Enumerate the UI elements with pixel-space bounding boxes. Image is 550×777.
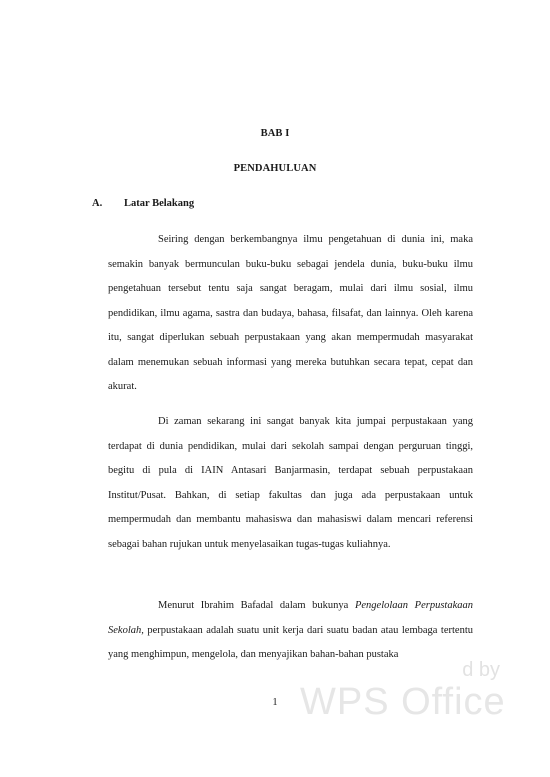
- section-heading: [92, 198, 194, 209]
- chapter-heading: BAB I: [260, 128, 290, 139]
- paragraph-2-text: Di zaman sekarang ini sangat banyak kita jumpai perpustakaan yang terdapat di dunia pendidikan, mulai dari sekolah sampai dengan perguruan tinggi, begitu di pula di IAIN Antasari Banjarmasin, terdapat sebuah perpustakaan Institut/Pusat. Bahkan, di setiap fakultas dan juga ada perpustakaan untuk mempermudah dan membantu mahasiswa dan mahasiswi dalam mencari referensi sebagai bahan rujukan untuk menyelasaikan tugas-tugas kuliahnya.: [108, 416, 473, 550]
- paragraph-3-text-end: perpustakaan adalah suatu unit kerja dari suatu badan atau lembaga tertentu yang menghimpun, mengelola, dan menyajikan bahan-bahan pustaka: [108, 624, 473, 660]
- paragraph-2: [108, 410, 473, 557]
- watermark-logo: WPS Office: [300, 681, 506, 723]
- watermark-line-1: d by: [462, 659, 500, 681]
- section-label: Latar Belakang: [124, 198, 195, 209]
- paragraph-1: [108, 228, 473, 400]
- book-title: Pengelolaan Perpustakaan Sekolah,: [108, 600, 473, 636]
- page-number: 1: [272, 697, 278, 708]
- paragraph-3-text-start: Menurut Ibrahim Bafadal dalam bukunya: [158, 600, 355, 611]
- chapter-title: PENDAHULUAN: [233, 163, 317, 174]
- section-number: A.: [92, 198, 103, 209]
- paragraph-3: [108, 594, 473, 668]
- paragraph-1-text: Seiring dengan berkembangnya ilmu pengetahuan di dunia ini, maka semakin banyak bermunculan buku-buku sebagai jendela dunia, buku-buku ilmu pengetahuan tersebut tentu saja sangat beragam, mulai dari ilmu sosial, ilmu pendidikan, ilmu agama, sastra dan budaya, bahasa, filsafat, dan lainnya. Oleh karena itu, sangat diperlukan sebuah perpustakaan yang akan mempermudah masyarakat dalam menemukan sebuah informasi yang mereka butuhkan secara tepat, cepat dan akurat.: [108, 234, 473, 392]
